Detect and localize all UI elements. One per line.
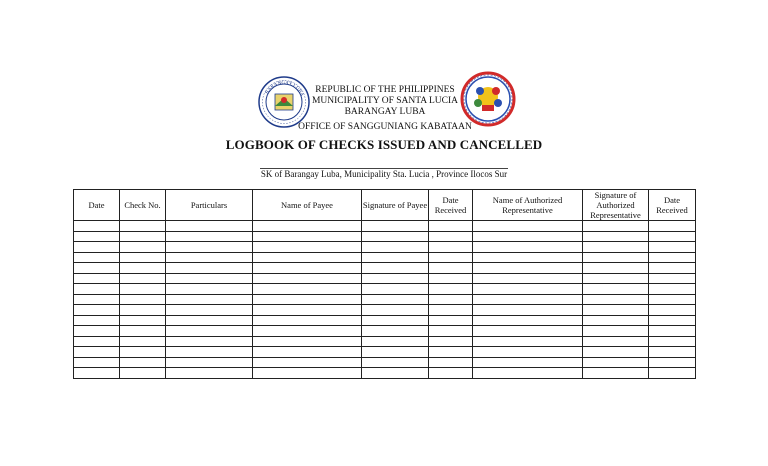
table-cell[interactable] [583,294,649,305]
table-cell[interactable] [473,263,583,274]
table-cell[interactable] [473,252,583,263]
table-cell[interactable] [166,221,253,232]
table-cell[interactable] [473,294,583,305]
table-cell[interactable] [253,336,362,347]
table-cell[interactable] [362,336,429,347]
table-cell[interactable] [649,347,696,358]
table-row [74,273,696,284]
table-cell[interactable] [583,347,649,358]
table-cell[interactable] [649,221,696,232]
table-cell[interactable] [362,263,429,274]
table-row [74,284,696,295]
table-cell[interactable] [473,315,583,326]
table-cell[interactable] [253,263,362,274]
table-cell[interactable] [166,231,253,242]
table-cell[interactable] [583,221,649,232]
table-header-row [74,190,696,221]
table-row [74,263,696,274]
table-cell[interactable] [74,357,120,368]
table-cell[interactable] [429,305,473,316]
table-cell[interactable] [166,273,253,284]
table-row [74,294,696,305]
table-cell[interactable] [583,357,649,368]
table-cell[interactable] [649,294,696,305]
table-cell[interactable] [166,252,253,263]
table-cell[interactable] [583,284,649,295]
table-cell[interactable] [74,347,120,358]
table-cell[interactable] [166,315,253,326]
table-body [74,221,696,379]
col-signature-of-payee: Signature of Payee [362,190,429,221]
table-cell[interactable] [74,368,120,379]
table-cell[interactable] [74,231,120,242]
table-cell[interactable] [166,242,253,253]
table-cell[interactable] [362,305,429,316]
seal-arc-text: BARANGAY LUBA [265,80,304,98]
table-cell[interactable] [583,315,649,326]
table-cell[interactable] [649,252,696,263]
table-cell[interactable] [166,368,253,379]
subtitle: SK of Barangay Luba, Municipality Sta. Lucia , Province Ilocos Sur [260,169,508,179]
table-cell[interactable] [362,284,429,295]
table-row [74,315,696,326]
table-cell[interactable] [583,242,649,253]
table-cell[interactable] [362,368,429,379]
table-cell[interactable] [362,273,429,284]
table-row [74,242,696,253]
table-cell[interactable] [473,221,583,232]
table-cell[interactable] [120,326,166,337]
table-cell[interactable] [429,231,473,242]
table-cell[interactable] [362,315,429,326]
table-cell[interactable] [362,221,429,232]
table-cell[interactable] [74,315,120,326]
table-cell[interactable] [166,284,253,295]
table-cell[interactable] [649,326,696,337]
col-signature-authorized: Signature of Authorized Representative [583,190,649,221]
table-row [74,347,696,358]
table-cell[interactable] [120,242,166,253]
table-cell[interactable] [362,242,429,253]
table-cell[interactable] [253,242,362,253]
table-cell[interactable] [120,263,166,274]
table-cell[interactable] [253,368,362,379]
table-row [74,221,696,232]
table-cell[interactable] [429,347,473,358]
table-cell[interactable] [74,326,120,337]
table-cell[interactable] [429,357,473,368]
table-cell[interactable] [362,252,429,263]
col-date: Date [74,190,120,221]
table-cell[interactable] [120,336,166,347]
barangay-line: BARANGAY LUBA [344,107,426,117]
table-cell[interactable] [166,263,253,274]
table-cell[interactable] [473,231,583,242]
table-row [74,305,696,316]
table-cell[interactable] [473,357,583,368]
table-cell[interactable] [253,326,362,337]
table-cell[interactable] [649,231,696,242]
table-row [74,336,696,347]
table-cell[interactable] [120,231,166,242]
table-cell[interactable] [429,263,473,274]
office-line: OFFICE OF SANGGUNIANG KABATAAN [298,122,472,132]
table-cell[interactable] [583,273,649,284]
table-row [74,231,696,242]
table-row [74,252,696,263]
table-cell[interactable] [253,231,362,242]
table-cell[interactable] [649,284,696,295]
table-cell[interactable] [253,221,362,232]
table-cell[interactable] [120,315,166,326]
table-cell[interactable] [429,221,473,232]
table-cell[interactable] [583,263,649,274]
table-cell[interactable] [120,284,166,295]
table-cell[interactable] [362,357,429,368]
table-cell[interactable] [473,242,583,253]
table-cell[interactable] [429,368,473,379]
table-cell[interactable] [362,231,429,242]
table-cell[interactable] [166,336,253,347]
table-cell[interactable] [166,305,253,316]
col-date-received: Date Received [429,190,473,221]
table-cell[interactable] [120,347,166,358]
table-cell[interactable] [583,305,649,316]
table-row [74,368,696,379]
table-cell[interactable] [362,347,429,358]
page-title: LOGBOOK OF CHECKS ISSUED AND CANCELLED [225,137,543,152]
table-cell[interactable] [473,305,583,316]
republic-line: REPUBLIC OF THE PHILIPPINES [315,85,455,95]
table-cell[interactable] [74,252,120,263]
table-cell[interactable] [473,326,583,337]
table-cell[interactable] [473,347,583,358]
table-cell[interactable] [429,273,473,284]
table-cell[interactable] [120,368,166,379]
table-cell[interactable] [473,273,583,284]
table-cell[interactable] [429,294,473,305]
table-cell[interactable] [473,368,583,379]
table-cell[interactable] [253,294,362,305]
table-cell[interactable] [120,294,166,305]
table-cell[interactable] [253,284,362,295]
table-cell[interactable] [429,336,473,347]
table-cell[interactable] [429,242,473,253]
table-cell[interactable] [583,326,649,337]
table-cell[interactable] [473,336,583,347]
table-cell[interactable] [649,273,696,284]
table-cell[interactable] [253,315,362,326]
table-cell[interactable] [74,336,120,347]
table-cell[interactable] [253,252,362,263]
col-name-of-payee: Name of Payee [253,190,362,221]
table-cell[interactable] [429,326,473,337]
table-cell[interactable] [583,368,649,379]
table-cell[interactable] [473,284,583,295]
table-cell[interactable] [74,263,120,274]
table-cell[interactable] [362,326,429,337]
logbook-table [73,189,696,379]
table-cell[interactable] [166,326,253,337]
col-date-received-2: Date Received [649,190,696,221]
table-cell[interactable] [429,252,473,263]
table-cell[interactable] [649,336,696,347]
table-row [74,357,696,368]
table-cell[interactable] [166,294,253,305]
table-cell[interactable] [649,368,696,379]
table-cell[interactable] [74,305,120,316]
table-cell[interactable] [583,336,649,347]
table-cell[interactable] [429,315,473,326]
table-cell[interactable] [253,347,362,358]
table-cell[interactable] [649,315,696,326]
table-cell[interactable] [74,284,120,295]
table-cell[interactable] [120,221,166,232]
table-cell[interactable] [166,347,253,358]
table-cell[interactable] [583,252,649,263]
table-cell[interactable] [120,252,166,263]
table-cell[interactable] [120,273,166,284]
col-particulars: Particulars [166,190,253,221]
table-cell[interactable] [253,305,362,316]
table-cell[interactable] [74,221,120,232]
municipality-line: MUNICIPALITY OF SANTA LUCIA [311,96,459,106]
table-cell[interactable] [649,242,696,253]
table-cell[interactable] [253,273,362,284]
table-cell[interactable] [120,305,166,316]
table-cell[interactable] [120,357,166,368]
table-cell[interactable] [649,263,696,274]
table-cell[interactable] [74,294,120,305]
table-cell[interactable] [649,357,696,368]
table-row [74,326,696,337]
col-authorized-representative: Name of Authorized Representative [473,190,583,221]
table-cell[interactable] [649,305,696,316]
table-cell[interactable] [253,357,362,368]
table-cell[interactable] [74,242,120,253]
table-cell[interactable] [583,231,649,242]
col-check-no: Check No. [120,190,166,221]
header-block [300,85,470,118]
table-cell[interactable] [362,294,429,305]
table-cell[interactable] [166,357,253,368]
table-cell[interactable] [429,284,473,295]
table-cell[interactable] [74,273,120,284]
